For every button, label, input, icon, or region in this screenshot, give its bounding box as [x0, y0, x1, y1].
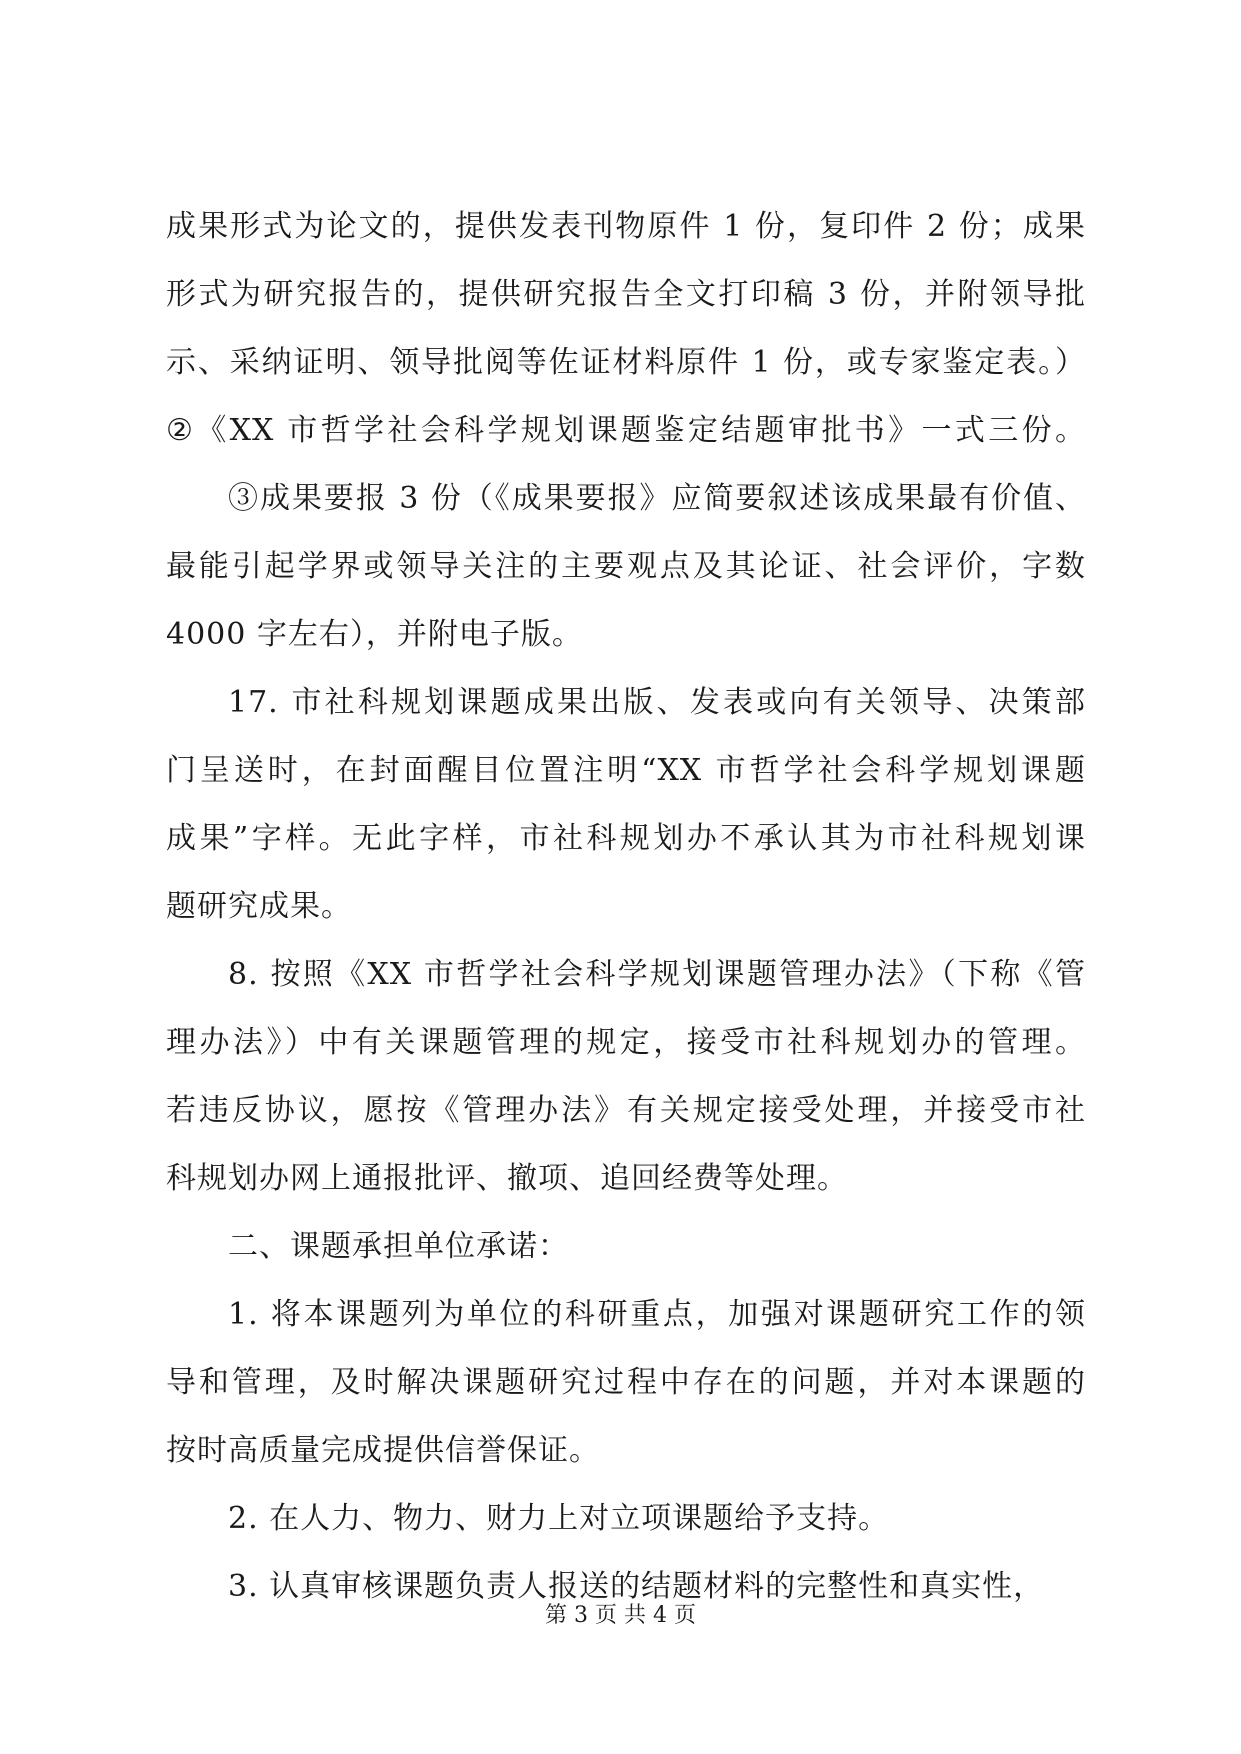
- text-line: ③成果要报 3 份（《成果要报》应简要叙述该成果最有价值、: [228, 481, 1086, 516]
- text-line: 成果”字样。无此字样，市社科规划办不承认其为市社科规划课: [166, 821, 1086, 856]
- text-line: 1. 将本课题列为单位的科研重点，加强对课题研究工作的领: [228, 1297, 1086, 1332]
- text-line: 若违反协议，愿按《管理办法》有关规定接受处理，并接受市社: [166, 1093, 1086, 1128]
- page-footer: [0, 1601, 1241, 1631]
- document-body: [166, 202, 1086, 1630]
- text-line: 3. 认真审核课题负责人报送的结题材料的完整性和真实性，: [228, 1569, 1045, 1604]
- page-number: 第 3 页 共 4 页: [545, 1603, 696, 1628]
- text-line: 科规划办网上通报批评、撤项、追回经费等处理。: [166, 1161, 848, 1196]
- text-line: ②《XX 市哲学社会科学规划课题鉴定结题审批书》一式三份。: [166, 413, 1086, 448]
- text-line: 导和管理，及时解决课题研究过程中存在的问题，并对本课题的: [166, 1365, 1086, 1400]
- text-line: 4000 字左右），并附电子版。: [166, 617, 583, 652]
- text-line: 按时高质量完成提供信誉保证。: [166, 1433, 600, 1468]
- text-line: 理办法》）中有关课题管理的规定，接受市社科规划办的管理。: [166, 1025, 1086, 1060]
- text-line: 2. 在人力、物力、财力上对立项课题给予支持。: [228, 1501, 890, 1536]
- text-line: 门呈送时，在封面醒目位置注明“XX 市哲学社会科学规划课题: [166, 753, 1086, 788]
- text-line: 最能引起学界或领导关注的主要观点及其论证、社会评价，字数: [166, 549, 1086, 584]
- text-line: 题研究成果。: [166, 889, 352, 924]
- section-heading: 二、课题承担单位承诺：: [228, 1229, 569, 1264]
- text-line: 8. 按照《XX 市哲学社会科学规划课题管理办法》（下称《管: [228, 957, 1086, 992]
- text-line: 示、采纳证明、领导批阅等佐证材料原件 1 份，或专家鉴定表。）: [166, 345, 1086, 380]
- text-line: 形式为研究报告的，提供研究报告全文打印稿 3 份，并附领导批: [166, 277, 1086, 312]
- text-line: 成果形式为论文的，提供发表刊物原件 1 份，复印件 2 份；成果: [166, 209, 1086, 244]
- text-line: 17. 市社科规划课题成果出版、发表或向有关领导、决策部: [228, 685, 1086, 720]
